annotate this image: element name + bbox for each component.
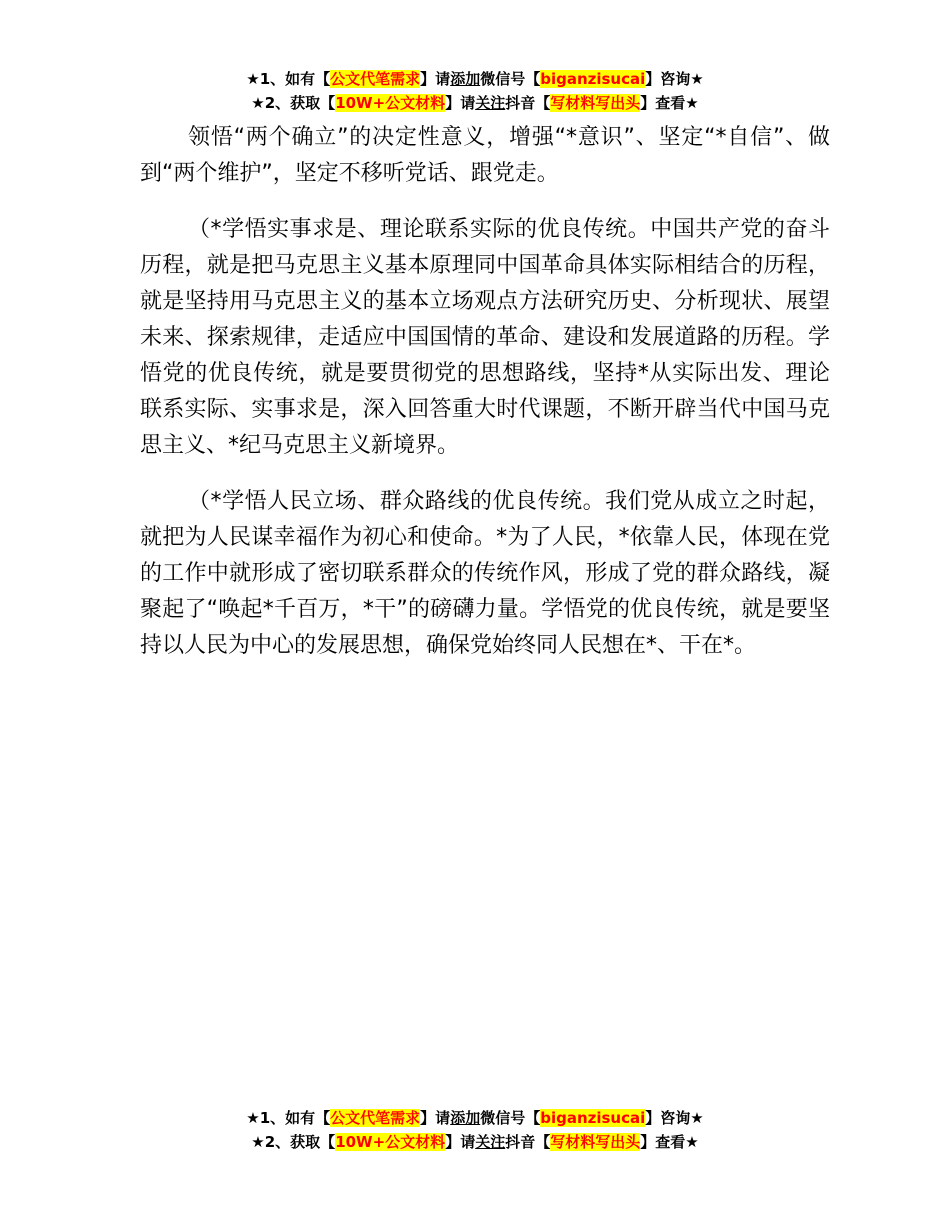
banner-text: 抖音【 (505, 1133, 551, 1151)
banner-text: 抖音【 (505, 94, 551, 112)
banner-emphasis: 关注 (475, 94, 506, 112)
banner-text: ★2、获取【 (251, 94, 336, 112)
banner-highlight: 公文代笔需求 (330, 70, 421, 88)
paragraph-3: （*学悟人民立场、群众路线的优良传统。我们党从成立之时起，就把为人民谋幸福作为初心和使命。*为了人民，*依靠人民，体现在党的工作中就形成了密切联系群众的传统作风，形成了党的群众路线，凝聚起了“唤起*千百万，*干”的磅礴力量。学悟党的优良传统，就是要坚持以人民为中心的发展思想，确保党始终同人民想在*、干在*。 (140, 489, 830, 658)
banner-highlight: 公文代笔需求 (330, 1109, 421, 1127)
banner-text: ★2、获取【 (251, 1133, 336, 1151)
banner-line-2 (0, 91, 950, 115)
banner-text: 】查看★ (640, 1133, 699, 1151)
document-body (140, 120, 830, 684)
footer-banner (0, 1106, 950, 1154)
banner-highlight: 写材料写出头 (550, 1133, 641, 1151)
header-banner (0, 67, 950, 115)
banner-text: ★1、如有【 (246, 1109, 331, 1127)
banner-emphasis: 添加 (450, 70, 481, 88)
banner-text: 】请 (420, 1109, 451, 1127)
banner-emphasis: 添加 (450, 1109, 481, 1127)
banner-text: 】请 (445, 1133, 476, 1151)
banner-highlight: biganzisucai (540, 70, 646, 88)
banner-text: ★1、如有【 (246, 70, 331, 88)
banner-line-2 (0, 1130, 950, 1154)
banner-text: 】咨询★ (645, 70, 704, 88)
paragraph-2: （*学悟实事求是、理论联系实际的优良传统。中国共产党的奋斗历程，就是把马克思主义基本原理同中国革命具体实际相结合的历程，就是坚持用马克思主义的基本立场观点方法研究历史、分析现状、展望未来、探索规律，走适应中国国情的革命、建设和发展道路的历程。学悟党的优良传统，就是要贯彻党的思想路线，坚持*从实际出发、理论联系实际、实事求是，深入回答重大时代课题，不断开辟当代中国马克思主义、*纪马克思主义新境界。 (140, 217, 830, 458)
banner-highlight: biganzisucai (540, 1109, 646, 1127)
banner-text: 】查看★ (640, 94, 699, 112)
banner-text: 微信号【 (480, 70, 541, 88)
banner-line-1 (0, 67, 950, 91)
banner-line-1 (0, 1106, 950, 1130)
banner-text: 微信号【 (480, 1109, 541, 1127)
banner-highlight: 10W+公文材料 (335, 94, 446, 112)
banner-emphasis: 关注 (475, 1133, 506, 1151)
banner-text: 】请 (420, 70, 451, 88)
banner-text: 】请 (445, 94, 476, 112)
paragraph-1: 领悟“两个确立”的决定性意义，增强“*意识”、坚定“*自信”、做到“两个维护”，坚定不移听党话、跟党走。 (140, 125, 830, 186)
banner-highlight: 写材料写出头 (550, 94, 641, 112)
banner-highlight: 10W+公文材料 (335, 1133, 446, 1151)
banner-text: 】咨询★ (645, 1109, 704, 1127)
